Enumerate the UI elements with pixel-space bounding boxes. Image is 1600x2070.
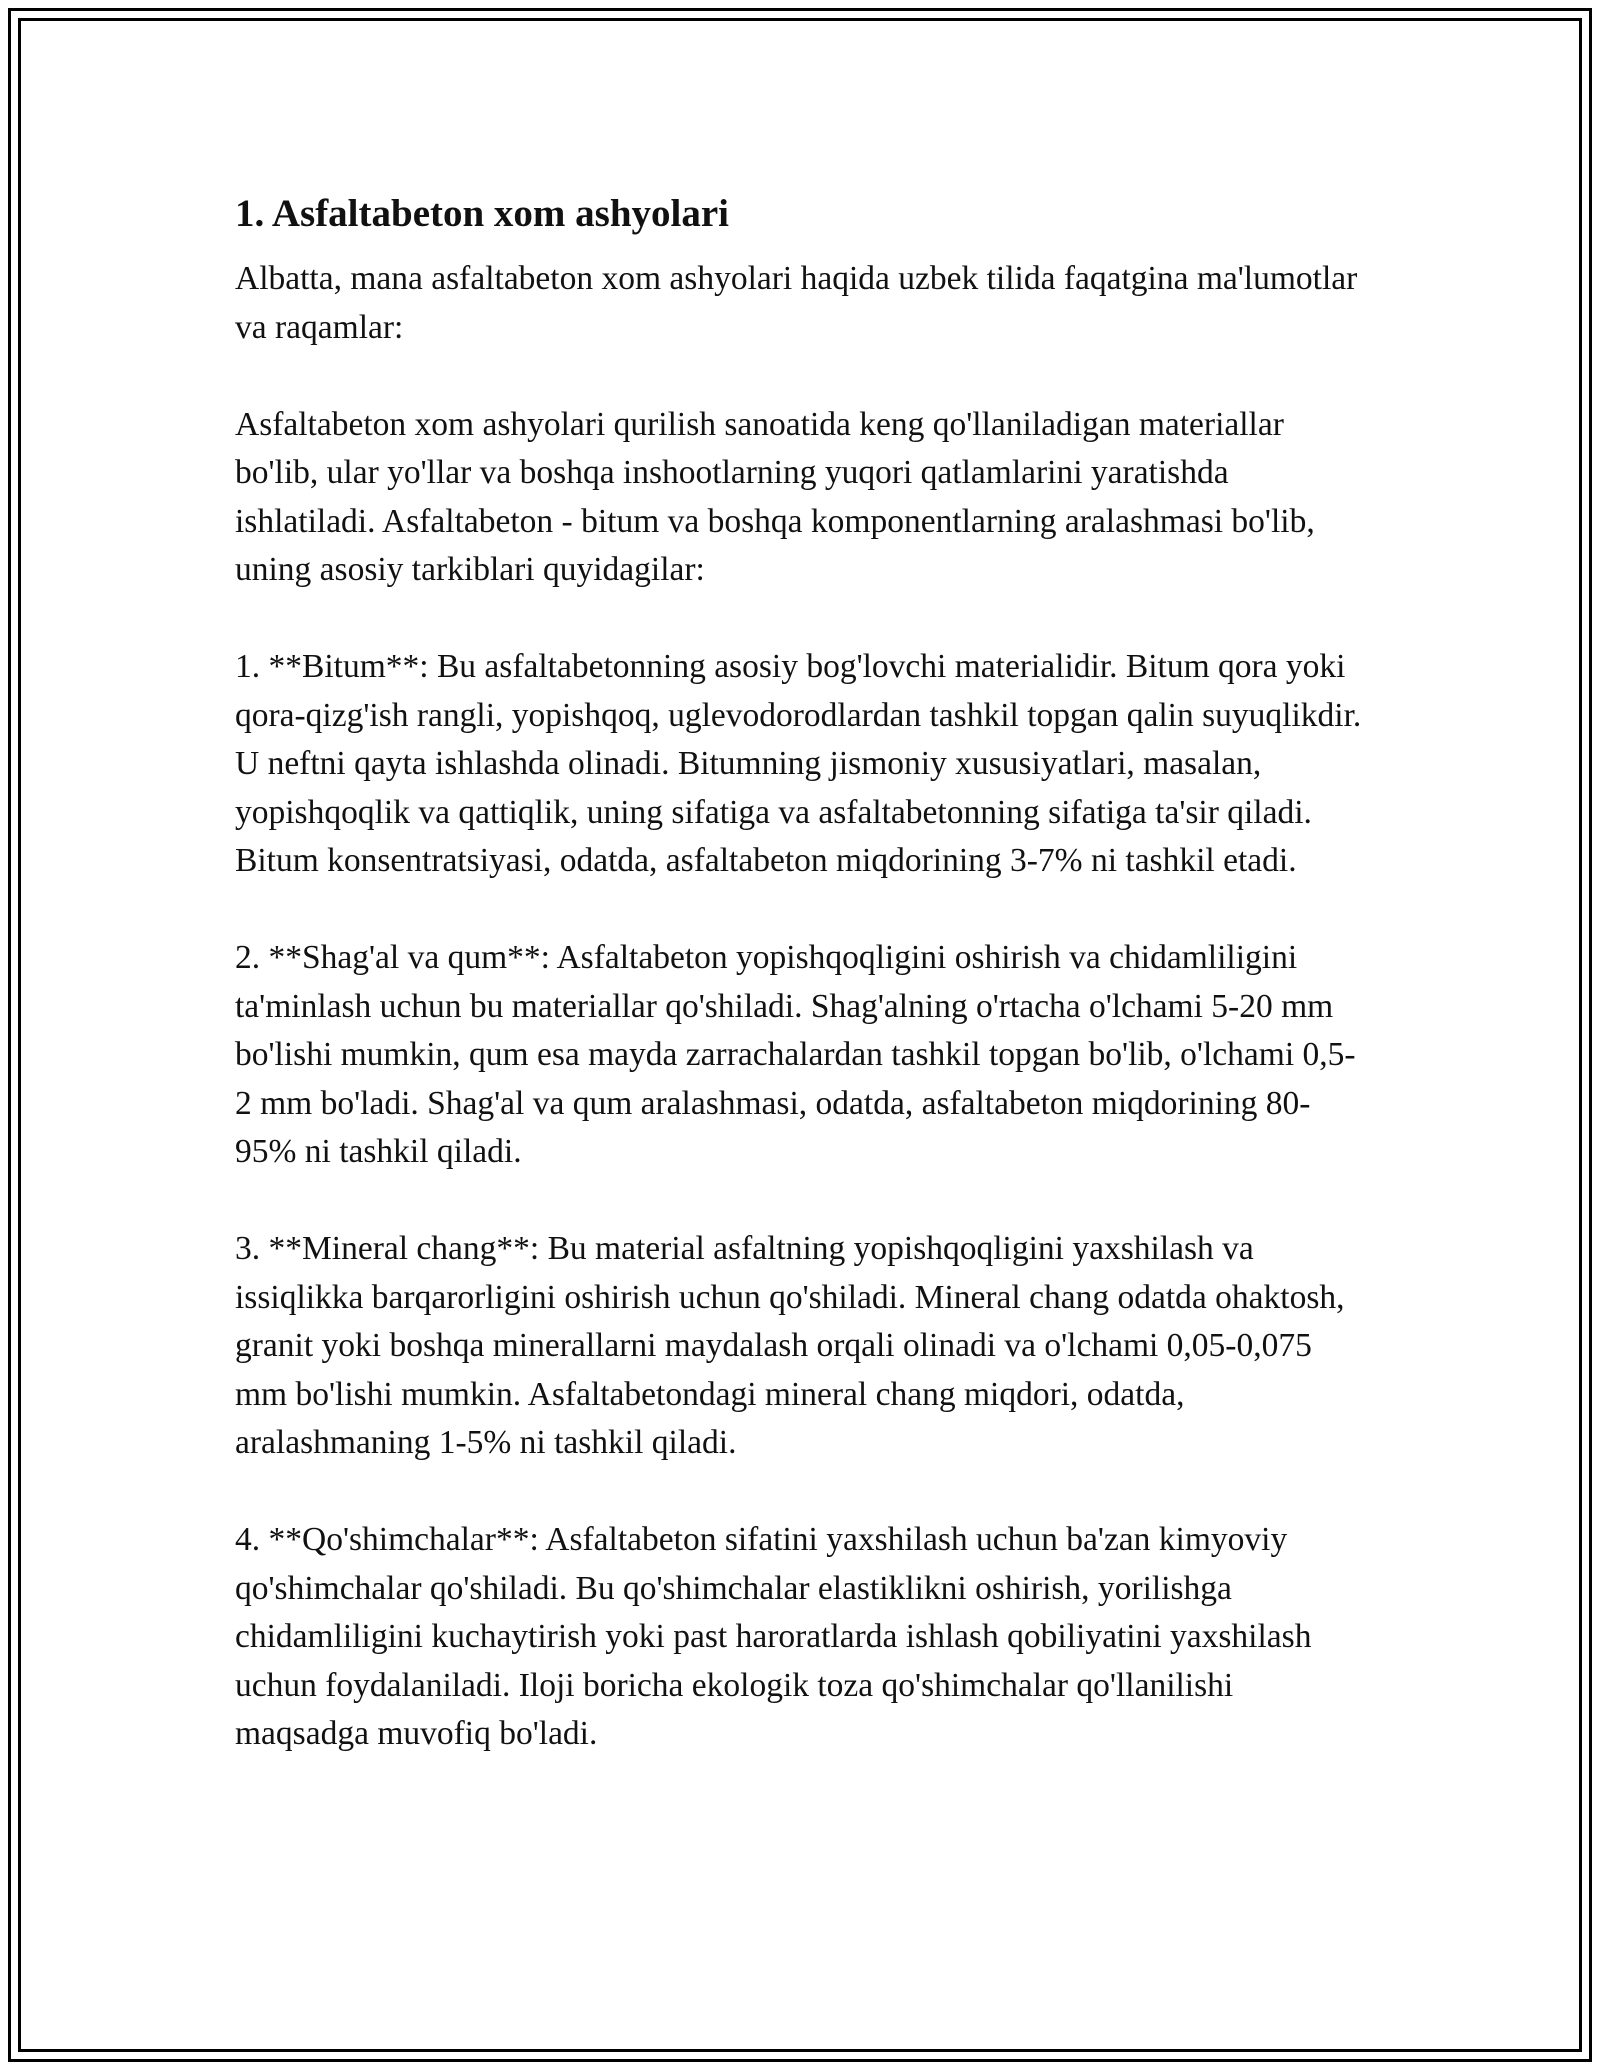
paragraph-intro: Albatta, mana asfaltabeton xom ashyolari haqida uzbek tilida faqatgina ma'lumotlar va raqamlar: (235, 260, 1358, 346)
paragraph-overview: Asfaltabeton xom ashyolari qurilish sanoatida keng qo'llaniladigan materiallar bo'lib, ular yo'llar va boshqa inshootlarning yuqori qatlamlarini yaratishda ishlatiladi. Asfaltabeton - bitum va boshqa komponentlarning aralashmasi bo'lib, uning asosiy tarkiblari quyidagilar: (235, 405, 1315, 588)
document-title: 1. Asfaltabeton xom ashyolari (235, 192, 730, 235)
paragraph-qoshimchalar: 4. **Qo'shimchalar**: Asfaltabeton sifatini yaxshilash uchun ba'zan kimyoviy qo'shimchalar qo'shiladi. Bu qo'shimchalar elastiklikni oshirish, yorilishga chidamliligini kuchaytirish yoki past haroratlarda ishlash qobiliyatini yaxshilash uchun foydalaniladi. Iloji boricha ekologik toza qo'shimchalar qo'llanilishi maqsadga muvofiq bo'ladi. (235, 1521, 1312, 1752)
paragraph-mineral-chang: 3. **Mineral chang**: Bu material asfaltning yopishqoqligini yaxshilash va issiqlikka barqarorligini oshirish uchun qo'shiladi. Mineral chang odatda ohaktosh, granit yoki boshqa minerallarni maydalash orqali olinadi va o'lchami 0,05-0,075 mm bo'lishi mumkin. Asfaltabetondagi mineral chang miqdori, odatda, aralashmaning 1-5% ni tashkil qiladi. (235, 1230, 1345, 1461)
paragraph-bitum: 1. **Bitum**: Bu asfaltabetonning asosiy bog'lovchi materialidir. Bitum qora yoki qora-qizg'ish rangli, yopishqoq, uglevodorodlardan tashkil topgan qalin suyuqlikdir. U neftni qayta ishlashda olinadi. Bitumning jismoniy xususiyatlari, masalan, yopishqoqlik va qattiqlik, uning sifatiga va asfaltabetonning sifatiga ta'sir qiladi. Bitum konsentratsiyasi, odatda, asfaltabeton miqdorining 3-7% ni tashkil etadi. (235, 648, 1362, 879)
document-body (235, 185, 1370, 1807)
paragraph-shagal-qum: 2. **Shag'al va qum**: Asfaltabeton yopishqoqligini oshirish va chidamliligini ta'minlash uchun bu materiallar qo'shiladi. Shag'alning o'rtacha o'lchami 5-20 mm bo'lishi mumkin, qum esa mayda zarrachalardan tashkil topgan bo'lib, o'lchami 0,5-2 mm bo'ladi. Shag'al va qum aralashmasi, odatda, asfaltabeton miqdorining 80-95% ni tashkil qiladi. (235, 939, 1356, 1170)
